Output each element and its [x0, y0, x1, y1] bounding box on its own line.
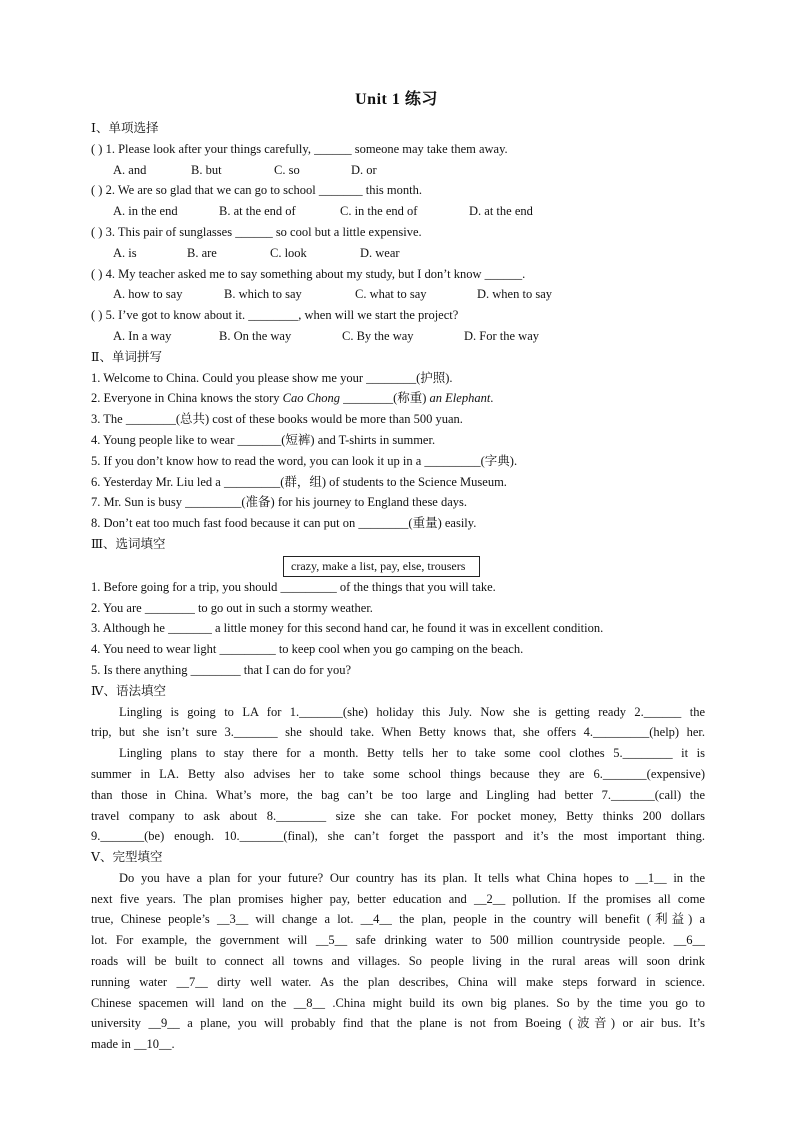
s2-line-2-italic-2: an Elephant — [429, 391, 491, 406]
s5-line-7: Chinese spacemen will land on the __8__ .China might build its own big planes. So by the time you go to — [91, 995, 705, 1010]
s3-line-4: 4. You need to wear light _________ to keep cool when you go camping on the beach. — [91, 642, 524, 657]
s5-line-9: made in __10__. — [91, 1037, 175, 1052]
option-c: C. look — [270, 245, 307, 260]
s5-line-2: next five years. The plan promises higher pay, better education and __2__ pollution. If the promises all come — [91, 891, 705, 906]
option-c: C. in the end of — [340, 204, 418, 219]
s3-line-2: 2. You are ________ to go out in such a stormy weather. — [91, 600, 373, 615]
option-b: B. at the end of — [219, 204, 296, 219]
option-b: B. On the way — [219, 328, 292, 343]
s2-line-1: 1. Welcome to China. Could you please show me your ________(护照). — [91, 370, 453, 385]
section-1-heading: Ⅰ、单项选择 — [91, 121, 159, 135]
s4-line-3: Lingling plans to stay there for a month. Betty tells her to take some cool clothes 5.________ it is — [119, 746, 705, 761]
s4-line-6: travel company to ask about 8.________ size she can take. For pocket money, Betty thinks 200 dollars — [91, 808, 705, 823]
option-c: C. so — [274, 162, 300, 177]
s5-line-3: true, Chinese people’s __3__ will change a lot. __4__ the plan, people in the country will benefit (利益) a — [91, 912, 705, 927]
s5-line-6: running water __7__ dirty well water. As the plan describes, China will make steps forward in science. — [91, 974, 705, 989]
option-d: D. wear — [360, 245, 400, 260]
option-a: A. in the end — [113, 204, 178, 219]
section-3-heading: Ⅲ、选词填空 — [91, 536, 166, 551]
s4-line-7: 9._______(be) enough. 10._______(final), she can’t forget the passport and it’s the most important thing. — [91, 829, 705, 844]
word-box: crazy, make a list, pay, else, trousers — [283, 556, 480, 577]
option-d: D. at the end — [469, 204, 533, 219]
s3-line-5: 5. Is there anything ________ that I can do for you? — [91, 662, 352, 677]
s4-line-1: Lingling is going to LA for 1._______(she) holiday this July. Now she is getting ready 2.______ the — [119, 704, 705, 719]
option-d: D. when to say — [477, 287, 552, 302]
s2-line-3: 3. The ________(总共) cost of these books would be more than 500 yuan. — [91, 412, 463, 427]
s1-question-5: ( ) 5. I’ve got to know about it. ________, when will we start the project? — [91, 308, 459, 323]
s1-options-3 — [91, 243, 705, 264]
s5-line-1: Do you have a plan for your future? Our country has its plan. It tells what China hopes to __1__ in the — [119, 870, 705, 885]
option-a: A. and — [113, 162, 147, 177]
s1-options-4 — [91, 284, 705, 305]
body-block — [91, 118, 705, 1055]
s5-line-5: roads will be built to connect all towns and villages. So people living in the rural areas will soon drink — [91, 954, 705, 969]
s2-line-2-end: . — [490, 391, 494, 406]
s1-options-1 — [91, 160, 705, 181]
s2-line-7: 7. Mr. Sun is busy _________(准备) for his journey to England these days. — [91, 495, 468, 510]
option-c: C. By the way — [342, 328, 414, 343]
s2-line-8: 8. Don’t eat too much fast food because it can put on ________(重量) easily. — [91, 516, 477, 531]
word-box-row — [91, 555, 705, 577]
option-d: D. or — [351, 162, 377, 177]
option-a: A. is — [113, 245, 137, 260]
option-d: D. For the way — [464, 328, 539, 343]
section-5-heading: Ⅴ、完型填空 — [91, 850, 163, 865]
s5-line-8: university __9__ a plane, you will probably find that the plane is not from Boeing (波音) or air bus. It’s — [91, 1016, 705, 1031]
s5-line-4: lot. For example, the government will __5__ safe drinking water to 500 million countryside people. __6__ — [91, 933, 705, 948]
section-2-heading: Ⅱ、单词拼写 — [91, 349, 162, 364]
option-c: C. what to say — [355, 287, 427, 302]
option-b: B. are — [187, 245, 217, 260]
s1-question-1: ( ) 1. Please look after your things carefully, ______ someone may take them away. — [91, 141, 508, 156]
s2-line-5: 5. If you don’t know how to read the word, you can look it up in a _________(字典). — [91, 453, 518, 468]
s3-line-1: 1. Before going for a trip, you should _________ of the things that you will take. — [91, 579, 496, 594]
s2-line-6: 6. Yesterday Mr. Liu led a _________(群，组) of students to the Science Museum. — [91, 474, 507, 489]
s1-options-5 — [91, 326, 705, 347]
option-a: A. how to say — [113, 287, 183, 302]
s1-question-2: ( ) 2. We are so glad that we can go to school _______ this month. — [91, 183, 422, 198]
option-b: B. but — [191, 162, 222, 177]
option-a: A. In a way — [113, 328, 172, 343]
s2-line-2-italic: Cao Chong — [282, 391, 340, 406]
s2-line-2-start: 2. Everyone in China knows the story — [91, 391, 283, 406]
s2-line-4: 4. Young people like to wear _______(短裤) and T-shirts in summer. — [91, 432, 436, 447]
s3-line-3: 3. Although he _______ a little money for this second hand car, he found it was in excellent condition. — [91, 621, 604, 636]
option-b: B. which to say — [224, 287, 302, 302]
s4-line-5: than those in China. What’s more, the bag can’t be too large and Lingling had better 7._______(call) the — [91, 787, 705, 802]
s2-line-2 — [91, 388, 705, 409]
s2-line-2-mid: ________(称重) — [339, 391, 430, 406]
s4-line-2: trip, but she isn’t sure 3._______ she should take. When Betty knows that, she offers 4._________(help) her. — [91, 725, 705, 740]
s1-question-4: ( ) 4. My teacher asked me to say something about my study, but I don’t know ______. — [91, 266, 526, 281]
s4-line-4: summer in LA. Betty also advises her to take some school things because they are 6._______(expensive) — [91, 766, 705, 781]
s1-question-3: ( ) 3. This pair of sunglasses ______ so cool but a little expensive. — [91, 224, 422, 239]
section-4-heading: Ⅳ、语法填空 — [91, 683, 166, 698]
page-title: Unit 1 练习 — [355, 91, 438, 108]
s1-options-2 — [91, 201, 705, 222]
